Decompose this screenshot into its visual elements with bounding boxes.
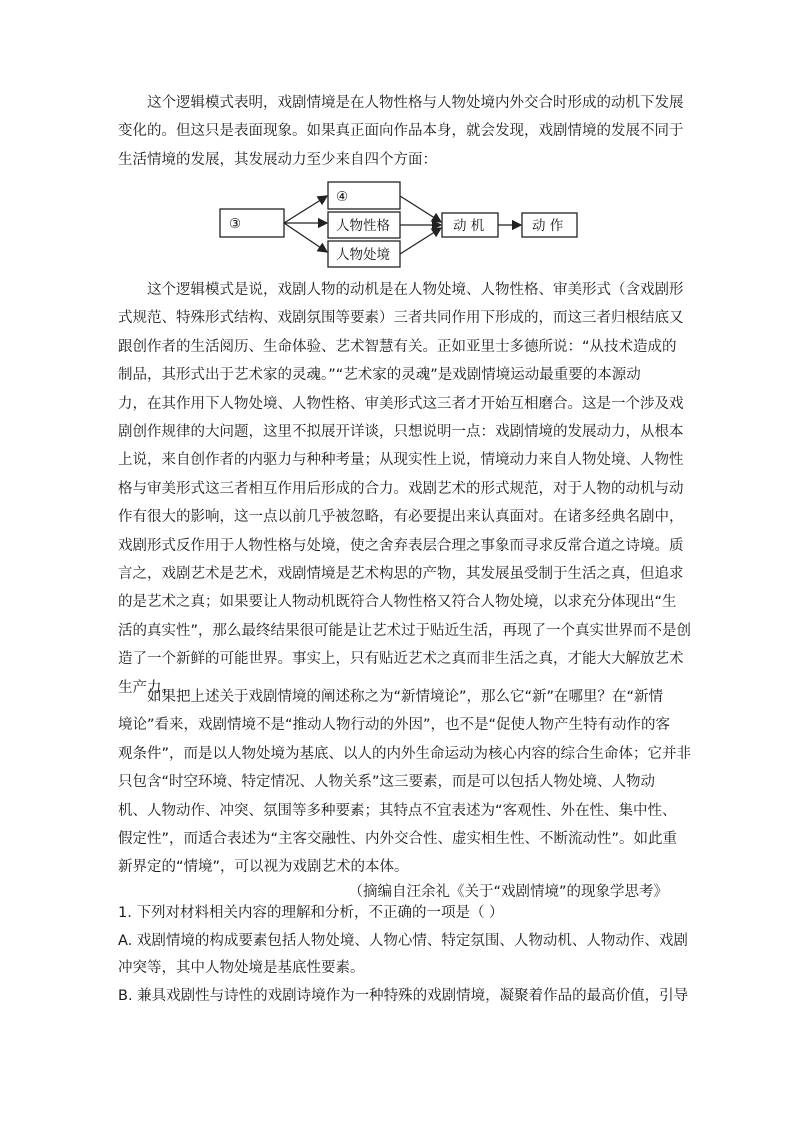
- motive-box-label: 动 机: [453, 218, 485, 234]
- logic-flow-diagram: [210, 178, 590, 270]
- text-line: 新界定的“情境”，可以视为戏剧艺术的本体。: [118, 859, 409, 876]
- text-line: 变化的。但这只是表面现象。如果真正面向作品本身，就会发现，戏剧情境的发展不同于: [118, 123, 684, 140]
- option-b-line: B. 兼具戏剧性与诗性的戏剧诗境作为一种特殊的戏剧情境，凝聚着作品的最高价值，引导: [118, 987, 689, 1004]
- text-line: 机、人物动作、冲突、氛围等多种要素；其特点不宜表述为“客观性、外在性、集中性、: [118, 802, 677, 819]
- text-line: 活的真实性”，那么最终结果很可能是让艺术过于贴近生活，再现了一个真实世界而不是创: [118, 622, 692, 639]
- arrow-4-to-motive: [400, 196, 441, 222]
- text-line: 生产力。: [118, 679, 176, 696]
- text-line: 制品，其形式出于艺术家的灵魂。”“艺术家的灵魂”是戏剧情境运动最重要的本源动: [118, 367, 641, 384]
- text-line: 言之，戏剧艺术是艺术，戏剧情境是艺术构思的产物，其发展虽受制于生活之真，但追求: [118, 566, 684, 583]
- text-line: 戏剧形式反作用于人物性格与处境，使之舍弃表层合理之事象而寻求反常合道之诗境。质: [118, 537, 684, 554]
- text-line: 造了一个新鲜的可能世界。事实上，只有贴近艺术之真而非生活之真，才能大大解放艺术: [118, 651, 684, 668]
- factor-box-3-label: ③: [229, 216, 242, 232]
- option-a-line: A. 戏剧情境的构成要素包括人物处境、人物心情、特定氛围、人物动机、人物动作、戏剧: [118, 932, 688, 949]
- source-citation: （摘编自汪余礼《关于“戏剧情境”的现象学思考》: [348, 884, 668, 900]
- question-block: [118, 900, 689, 1010]
- option-a-line: 冲突等，其中人物处境是基底性要素。: [118, 960, 365, 976]
- text-line: 生活情境的发展，其发展动力至少来自四个方面：: [118, 151, 437, 168]
- arrow-3-to-situation: [284, 223, 327, 252]
- text-line: 这个逻辑模式表明，戏剧情境是在人物性格与人物处境内外交合时形成的动机下发展: [147, 95, 684, 111]
- action-box-label: 动 作: [532, 218, 564, 234]
- text-line: 式规范、特殊形式结构、戏剧氛围等要素）三者共同作用下形成的，而这三者归根结底又: [118, 310, 684, 327]
- paragraph-intro: [118, 89, 684, 174]
- paragraph-explanation: [118, 276, 692, 702]
- text-line: 剧创作规律的大问题，这里不拟展开详谈，只想说明一点：戏剧情境的发展动力，从根本: [118, 424, 684, 441]
- question-stem: 1. 下列对材料相关内容的理解和分析，不正确的一项是（ ）: [118, 905, 504, 921]
- text-line: 假定性”，而适合表述为“主客交融性、内外交合性、虚实相生性、不断流动性”。如此重: [118, 831, 678, 848]
- text-line: 如果把上述关于戏剧情境的阐述称之为“新情境论”，那么它“新”在哪里？在“新情: [147, 689, 664, 705]
- arrow-situation-to-motive: [400, 228, 441, 254]
- text-line: 上说，来自创作者的内驱力与种种考量；从现实性上说，情境动力来自人物处境、人物性: [118, 452, 684, 469]
- text-line: 观条件”，而是以人物处境为基底、以人的内外生命运动为核心内容的综合生命体；它并非: [118, 745, 692, 762]
- arrow-3-to-4: [284, 196, 327, 223]
- paragraph-new-theory: [118, 683, 692, 882]
- factor-box-4-label: ④: [336, 189, 349, 205]
- text-line: 境论”看来，戏剧情境不是“推动人物行动的外因”，也不是“促使人物产生特有动作的客: [118, 717, 671, 734]
- situation-box-label: 人物处境: [336, 247, 390, 263]
- text-line: 力，在其作用下人物处境、人物性格、审美形式这三者才开始互相磨合。这是一个涉及戏: [118, 395, 684, 412]
- text-line: 这个逻辑模式是说，戏剧人物的动机是在人物处境、人物性格、审美形式（含戏剧形: [147, 282, 684, 298]
- text-line: 的是艺术之真；如果要让人物动机既符合人物性格又符合人物处境，以求充分体现出“生: [118, 594, 677, 611]
- text-line: 跟创作者的生活阅历、生命体验、艺术智慧有关。正如亚里士多德所说：“从技术造成的: [118, 338, 677, 355]
- text-line: 只包含“时空环境、特定情况、人物关系”这三要素，而是可以包括人物处境、人物动: [118, 774, 656, 791]
- character-box-label: 人物性格: [336, 218, 390, 234]
- text-line: 作有很大的影响，这一点以前几乎被忽略，有必要提出来认真面对。在诸多经典名剧中，: [118, 509, 684, 526]
- text-line: 格与审美形式这三者相互作用后形成的合力。戏剧艺术的形式规范，对于人物的动机与动: [118, 480, 684, 497]
